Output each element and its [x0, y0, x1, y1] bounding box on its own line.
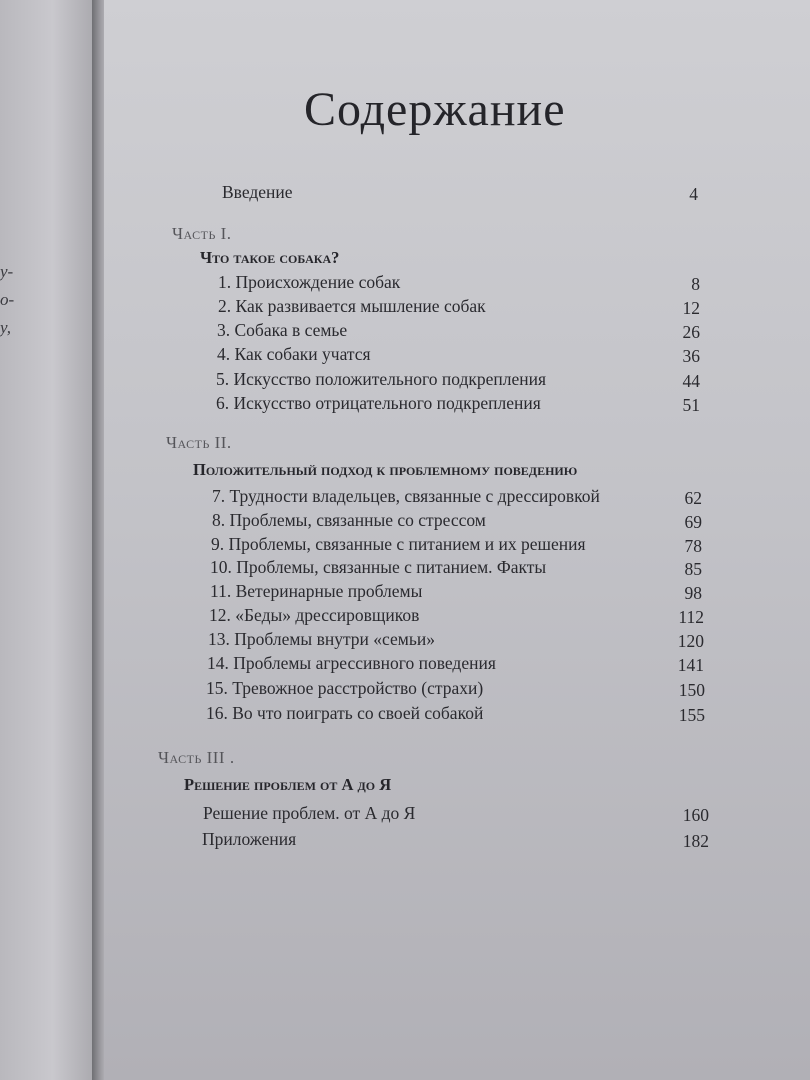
toc-page-number: 36: [682, 346, 700, 366]
toc-page-number: 120: [677, 631, 704, 651]
toc-item: 8. Проблемы, связанные со стрессом: [212, 510, 486, 530]
toc-page-number: 78: [684, 536, 702, 556]
toc-page-number: 51: [682, 395, 700, 415]
toc-item: 2. Как развивается мышление собак: [218, 296, 486, 316]
left-page-fragment: у-: [0, 262, 14, 281]
page-title: Содержание: [304, 83, 566, 136]
toc-item: 5. Искусство положительного подкрепления: [216, 369, 547, 389]
toc-page-number: 150: [678, 680, 705, 700]
toc-page-number: 8: [691, 274, 700, 294]
left-page-fragment: о-: [0, 290, 15, 309]
toc-item: Приложения: [202, 829, 297, 849]
left-page-fragment: у,: [0, 318, 11, 337]
toc-item: 4. Как собаки учатся: [217, 344, 371, 364]
toc-item: 1. Происхождение собак: [218, 272, 401, 292]
toc-item: Решение проблем. от А до Я: [203, 803, 416, 823]
toc-page-number: 112: [678, 607, 704, 627]
toc-page-number: 85: [684, 559, 702, 579]
toc-item: 9. Проблемы, связанные с питанием и их решения: [211, 534, 586, 554]
toc-page-number: 26: [682, 322, 700, 342]
part-label: Часть II.: [166, 433, 232, 452]
toc-item: 13. Проблемы внутри «семьи»: [208, 629, 435, 649]
toc-item: 6. Искусство отрицательного подкрепления: [216, 393, 541, 413]
part-label: Часть III .: [158, 748, 235, 767]
toc-item: 3. Собака в семье: [217, 320, 348, 340]
toc-item: 10. Проблемы, связанные с питанием. Факты: [210, 557, 547, 577]
part-label: Часть I.: [172, 224, 232, 243]
toc-item: 15. Тревожное расстройство (страхи): [206, 678, 484, 698]
toc-item: 16. Во что поиграть со своей собакой: [206, 703, 484, 723]
toc-page-number: 98: [684, 583, 702, 603]
part-heading: Что такое собака?: [200, 248, 340, 267]
toc-page-number: 160: [682, 805, 709, 825]
toc-page-number: 12: [682, 298, 700, 318]
toc-page-number: 4: [689, 184, 698, 204]
toc-item: 14. Проблемы агрессивного поведения: [207, 653, 496, 673]
part-heading: Решение проблем от А до Я: [184, 775, 392, 794]
toc-item: 7. Трудности владельцев, связанные с дрессировкой: [212, 486, 600, 506]
toc-page-number: 69: [684, 512, 702, 532]
toc-item-intro: Введение: [222, 182, 293, 202]
left-page: [0, 0, 96, 1080]
toc-page-number: 141: [677, 655, 704, 675]
toc-item: 11. Ветеринарные проблемы: [210, 581, 423, 601]
toc-page-number: 44: [682, 371, 700, 391]
toc-page-number: 182: [682, 831, 709, 851]
toc-item: 12. «Беды» дрессировщиков: [209, 605, 420, 625]
part-heading: Положительный подход к проблемному поведению: [193, 460, 578, 479]
toc-page-number: 62: [684, 488, 702, 508]
toc-page-number: 155: [678, 705, 705, 725]
